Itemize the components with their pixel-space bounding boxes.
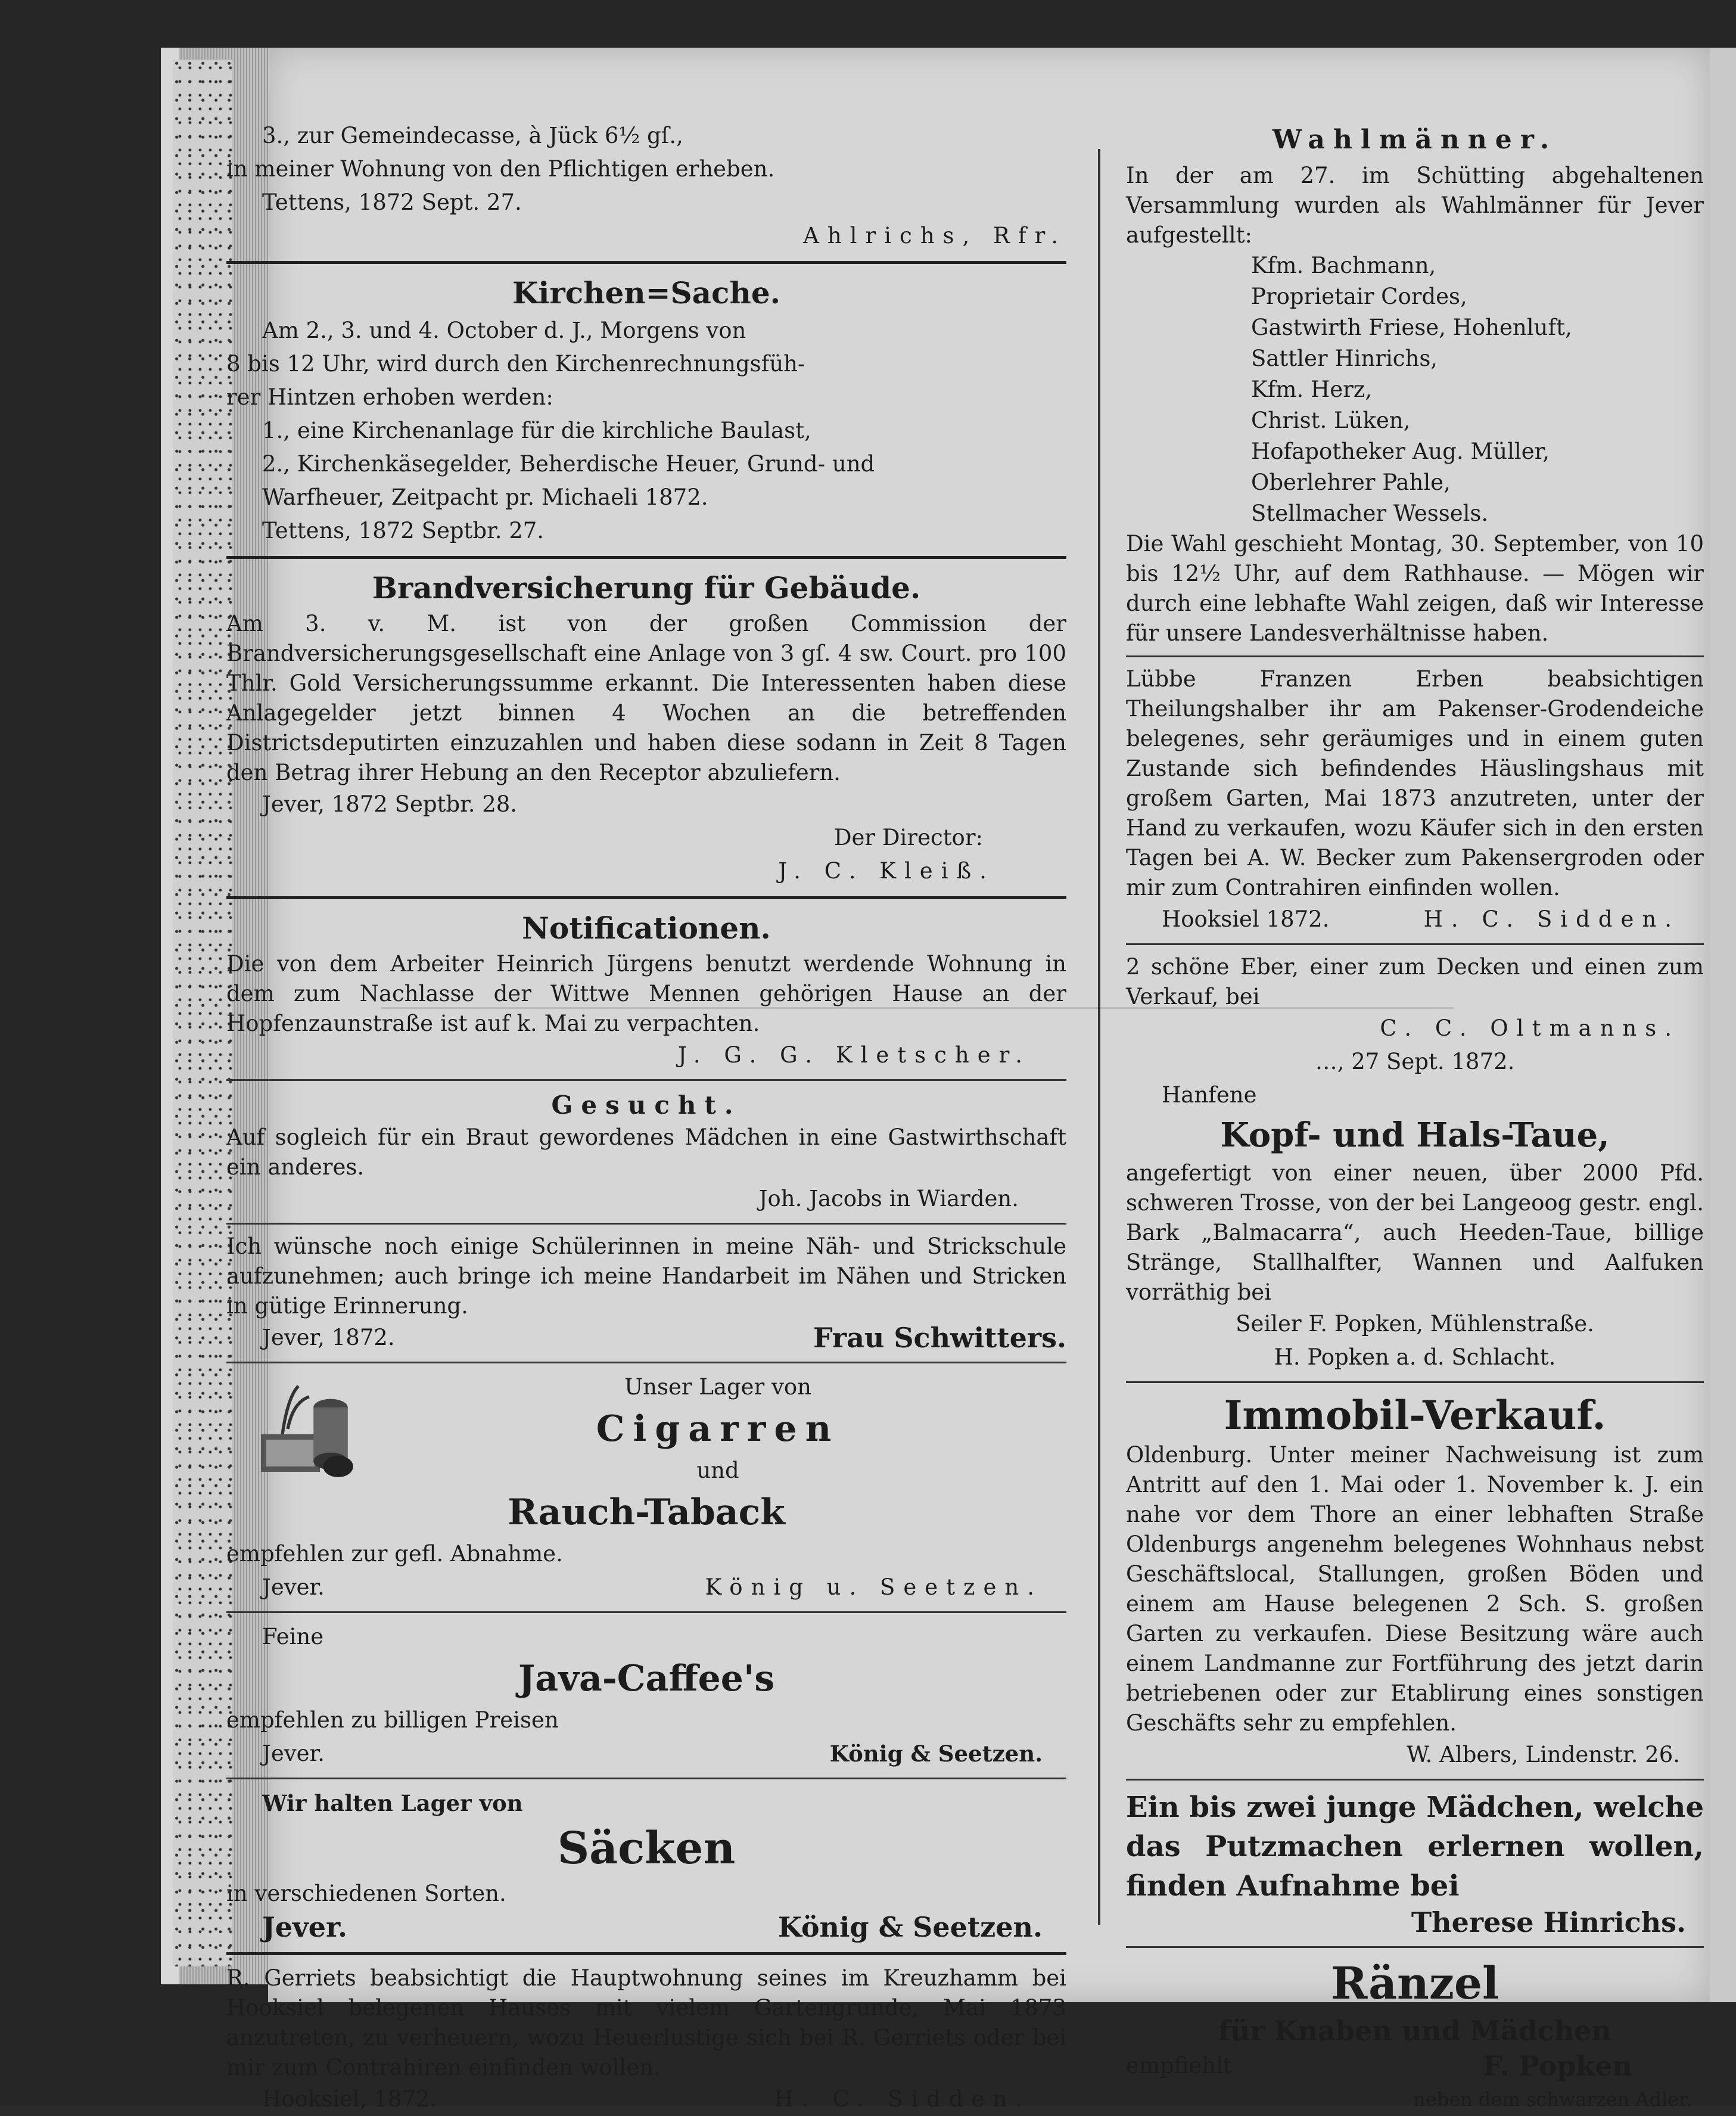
text-line: in meiner Wohnung von den Pflichtigen erheben. <box>226 156 775 182</box>
text-line: 8 bis 12 Uhr, wird durch den Kirchenrechnungsfüh- <box>226 351 805 377</box>
place-date: Tettens, 1872 Sept. 27. <box>262 189 522 215</box>
notice-strickschule <box>226 1232 1066 1354</box>
text-line: 1., eine Kirchenanlage für die kirchliche Baulast, <box>262 418 811 443</box>
place-date: Tettens, 1872 Septbr. 27. <box>262 518 545 543</box>
name-list <box>1126 250 1704 529</box>
signature: H. C. Sidden. <box>1423 906 1680 932</box>
signature: F. Popken <box>1483 2050 1632 2082</box>
list-item: Kfm. Herz, <box>1251 377 1373 402</box>
notice-kirchen-sache <box>226 272 1066 548</box>
text-line: empfehlen zur gefl. Abnahme. <box>226 1541 563 1567</box>
ad-cigarren <box>226 1371 1066 1604</box>
text-line: Am 2., 3. und 4. October d. J., Morgens von <box>262 318 746 343</box>
tobacco-illustration-icon <box>250 1375 357 1483</box>
section-rule <box>226 1223 1066 1225</box>
body-text: Oldenburg. Unter meiner Nachweisung ist zum Antritt auf den 1. Mai oder 1. November k. J. ein nahe vor dem Thore an einer lebhaften Straße Oldenburgs angenehm belegenes Wohnhaus nebst Geschäftslocal, Stallungen, großen Böden und einem am Hause belegenen 2 Sch. S. großen Garten zu verkaufen. Diese Besitzung wäre auch einem Landmanne zur Fortführung des jetzt darin betriebenen oder zur Etablirung eines sonstigen Geschäfts sehr zu empfehlen. <box>1126 1442 1704 1736</box>
ad-title: Kopf- und Hals-Taue, <box>1220 1116 1610 1155</box>
section-rule <box>1126 655 1704 657</box>
notice-gerriets <box>226 1963 1066 2116</box>
signature: Ahlrichs, Rfr. <box>803 223 1066 248</box>
list-item: Kfm. Bachmann, <box>1251 253 1436 278</box>
text-line: in verschiedenen Sorten. <box>226 1881 506 1906</box>
text-line: Warfheuer, Zeitpacht pr. Michaeli 1872. <box>262 484 708 510</box>
place-date: Hooksiel, 1872. <box>262 2086 437 2112</box>
notice-brandversicherung <box>226 567 1066 888</box>
section-rule <box>226 1362 1066 1363</box>
address: neben dem schwarzen Adler. <box>1413 2088 1692 2111</box>
section-rule <box>226 1952 1066 1955</box>
signature: Frau Schwitters. <box>813 1322 1066 1354</box>
notice-gemeindecasse <box>226 119 1066 253</box>
signature: H. Popken a. d. Schlacht. <box>1274 1344 1556 1370</box>
ad-title: Java-Caffee's <box>518 1658 775 1699</box>
text-line: 2., Kirchenkäsegelder, Beherdische Heuer, Grund- und <box>262 451 875 477</box>
body-text: Die von dem Arbeiter Heinrich Jürgens benutzt werdende Wohnung in dem zum Nachlasse der Wittwe Mennen gehörigen Hause an der Hopfenzaunstraße ist auf k. Mai zu verpachten. <box>226 951 1066 1036</box>
list-item: Gastwirth Friese, Hohenluft, <box>1251 315 1572 340</box>
notice-notificationen <box>226 908 1066 1072</box>
section-title: Brandversicherung für Gebäude. <box>372 570 921 605</box>
body-text: In der am 27. im Schütting abgehaltenen Versammlung wurden als Wahlmänner für Jever aufgestellt: <box>1126 163 1704 248</box>
place-date: Jever, 1872 Septbr. 28. <box>262 791 518 817</box>
body-text: Lübbe Franzen Erben beabsichtigen Theilungshalber ihr am Pakenser-Grodendeiche belegenes, sehr geräumiges und in einem guten Zustande sich befindendes Häuslingshaus mit großem Garten, Mai 1873 anzutreten, unter der Hand zu verkaufen, wozu Käufer sich in den ersten Tagen bei A. W. Becker zum Pakensergroden oder mir zum Contrahiren einfinden wollen. <box>1126 666 1704 900</box>
ad-taue <box>1126 1079 1704 1374</box>
body-text: Am 3. v. M. ist von der großen Commission der Brandversicherungsgesellschaft eine Anlage von 3 gſ. 4 sw. Court. pro 100 Thlr. Gold Versicherungssumme erkannt. Die Interessenten haben diese Anlagegelder jetzt binnen 4 Wochen an die betreffenden Districtsdeputirten einzuzahlen und haben diese sodann in Zeit 8 Tagen den Betrag ihrer Hebung an den Receptor abzuliefern. <box>226 611 1066 785</box>
section-title: Wahlmänner. <box>1272 125 1558 155</box>
text-line: und <box>696 1458 739 1483</box>
section-title: Gesucht. <box>551 1090 742 1120</box>
list-item: Christ. Lüken, <box>1251 408 1411 433</box>
column-divider <box>1098 149 1100 1925</box>
body-text: Auf sogleich für ein Braut gewordenes Mädchen in eine Gastwirthschaft ein anderes. <box>226 1124 1066 1180</box>
signature: Therese Hinrichs. <box>1411 1906 1686 1938</box>
body-text: angefertigt von einer neuen, über 2000 Pfd. schweren Trosse, von der bei Langeoog gestr. engl. Bark „Balmacarra“, auch Heeden-Taue, billige Stränge, Stallhalfter, Wannen und Aalfuken vorräthig bei <box>1126 1160 1704 1305</box>
body-text: Ein bis zwei junge Mädchen, welche das Putzmachen erlernen wollen, finden Aufnahme bei <box>1126 1791 1704 1903</box>
date: …, 27 Sept. 1872. <box>1315 1049 1515 1074</box>
body-text: 2 schöne Eber, einer zum Decken und einen zum Verkauf, bei <box>1126 954 1704 1009</box>
signature: Seiler F. Popken, Mühlenstraße. <box>1236 1311 1594 1337</box>
signature: König & Seetzen. <box>777 1911 1043 1943</box>
ad-raenzel <box>1126 1955 1704 2116</box>
text-line: rer Hintzen erhoben werden: <box>226 384 553 410</box>
signature: J. C. Kleiß. <box>778 858 995 884</box>
ad-title: Rauch-Taback <box>508 1492 785 1533</box>
text-line: empfehlen zu billigen Preisen <box>226 1707 559 1733</box>
text-line: Hanfene <box>1162 1082 1257 1108</box>
signature: H. C. Sidden. <box>774 2086 1031 2112</box>
section-rule <box>226 1778 1066 1779</box>
section-rule <box>226 896 1066 899</box>
ad-java-caffee <box>226 1620 1066 1770</box>
ad-title: Cigarren <box>596 1408 840 1450</box>
signature: C. C. Oltmanns. <box>1380 1015 1680 1041</box>
list-item: Proprietair Cordes, <box>1251 284 1467 309</box>
ad-title: Säcken <box>557 1823 736 1874</box>
ad-putzmachen <box>1126 1788 1704 1939</box>
signature: W. Albers, Lindenstr. 26. <box>1407 1742 1680 1767</box>
signature: Joh. Jacobs in Wiarden. <box>758 1186 1019 1211</box>
section-rule <box>226 556 1066 559</box>
place: Jever. <box>262 1911 348 1943</box>
place-date: Jever, 1872. <box>262 1325 395 1350</box>
book-cover-edge <box>173 60 232 1966</box>
body-text: Ich wünsche noch einige Schülerinnen in meine Näh- und Strickschule aufzunehmen; auch bringe ich meine Handarbeit im Nähen und Stricken in gütige Erinnerung. <box>226 1233 1066 1319</box>
notice-eber <box>1126 952 1704 1079</box>
body-text: Die Wahl geschieht Montag, 30. September, von 10 bis 12½ Uhr, auf dem Rathhause. — Mögen wir durch eine lebhafte Wahl zeigen, daß wir Interesse für unsere Landesverhältnisse haben. <box>1126 531 1704 646</box>
place: Jever. <box>262 1574 325 1600</box>
signature: König u. Seetzen. <box>705 1574 1043 1600</box>
ad-title: Immobil-Verkauf. <box>1224 1392 1606 1438</box>
section-rule <box>1126 943 1704 945</box>
section-title: Kirchen=Sache. <box>512 275 781 310</box>
section-rule <box>1126 1946 1704 1948</box>
list-item: Hofapotheker Aug. Müller, <box>1251 439 1550 464</box>
list-item: Sattler Hinrichs, <box>1251 346 1438 371</box>
notice-franzen <box>1126 664 1704 936</box>
notice-gesucht <box>226 1088 1066 1216</box>
ad-saecken <box>226 1786 1066 1944</box>
text-line: Feine <box>262 1624 324 1649</box>
section-rule <box>226 1611 1066 1613</box>
text-line: empfiehlt <box>1126 2053 1232 2078</box>
ad-subtitle: für Knaben und Mädchen <box>1218 2015 1611 2047</box>
section-rule <box>226 1079 1066 1081</box>
list-item: Stellmacher Wessels. <box>1251 501 1489 526</box>
ad-title: Ränzel <box>1330 1958 1499 2009</box>
list-item: Oberlehrer Pahle, <box>1251 470 1451 495</box>
section-rule <box>1126 1779 1704 1781</box>
text-line: Unser Lager von <box>624 1374 811 1400</box>
section-rule <box>1126 1381 1704 1383</box>
signature-title: Der Director: <box>833 825 983 850</box>
body-text: R. Gerriets beabsichtigt die Hauptwohnung seines im Kreuzhamm bei Hooksiel belegenen Hauses mit vielem Gartengrunde, Mai 1873 anzutreten, zu verheuern, wozu Heuerlustige sich bei R. Gerriets oder bei mir zum Contrahiren einfinden wollen. <box>226 1965 1066 2080</box>
left-column <box>226 119 1066 2116</box>
section-title: Notificationen. <box>522 911 771 946</box>
ad-immobil-verkauf <box>1126 1390 1704 1772</box>
right-column <box>1126 119 1704 2116</box>
notice-wahlmaenner <box>1126 119 1704 648</box>
next-page-edge <box>1710 48 1736 2002</box>
section-rule <box>226 261 1066 264</box>
place-date: Hooksiel 1872. <box>1162 906 1330 932</box>
signature: J. G. G. Kletscher. <box>677 1042 1031 1068</box>
text-line: Wir halten Lager von <box>262 1790 523 1816</box>
signature: König & Seetzen. <box>829 1741 1043 1767</box>
place: Jever. <box>262 1741 325 1766</box>
text-line: 3., zur Gemeindecasse, à Jück 6½ gſ., <box>262 123 683 148</box>
